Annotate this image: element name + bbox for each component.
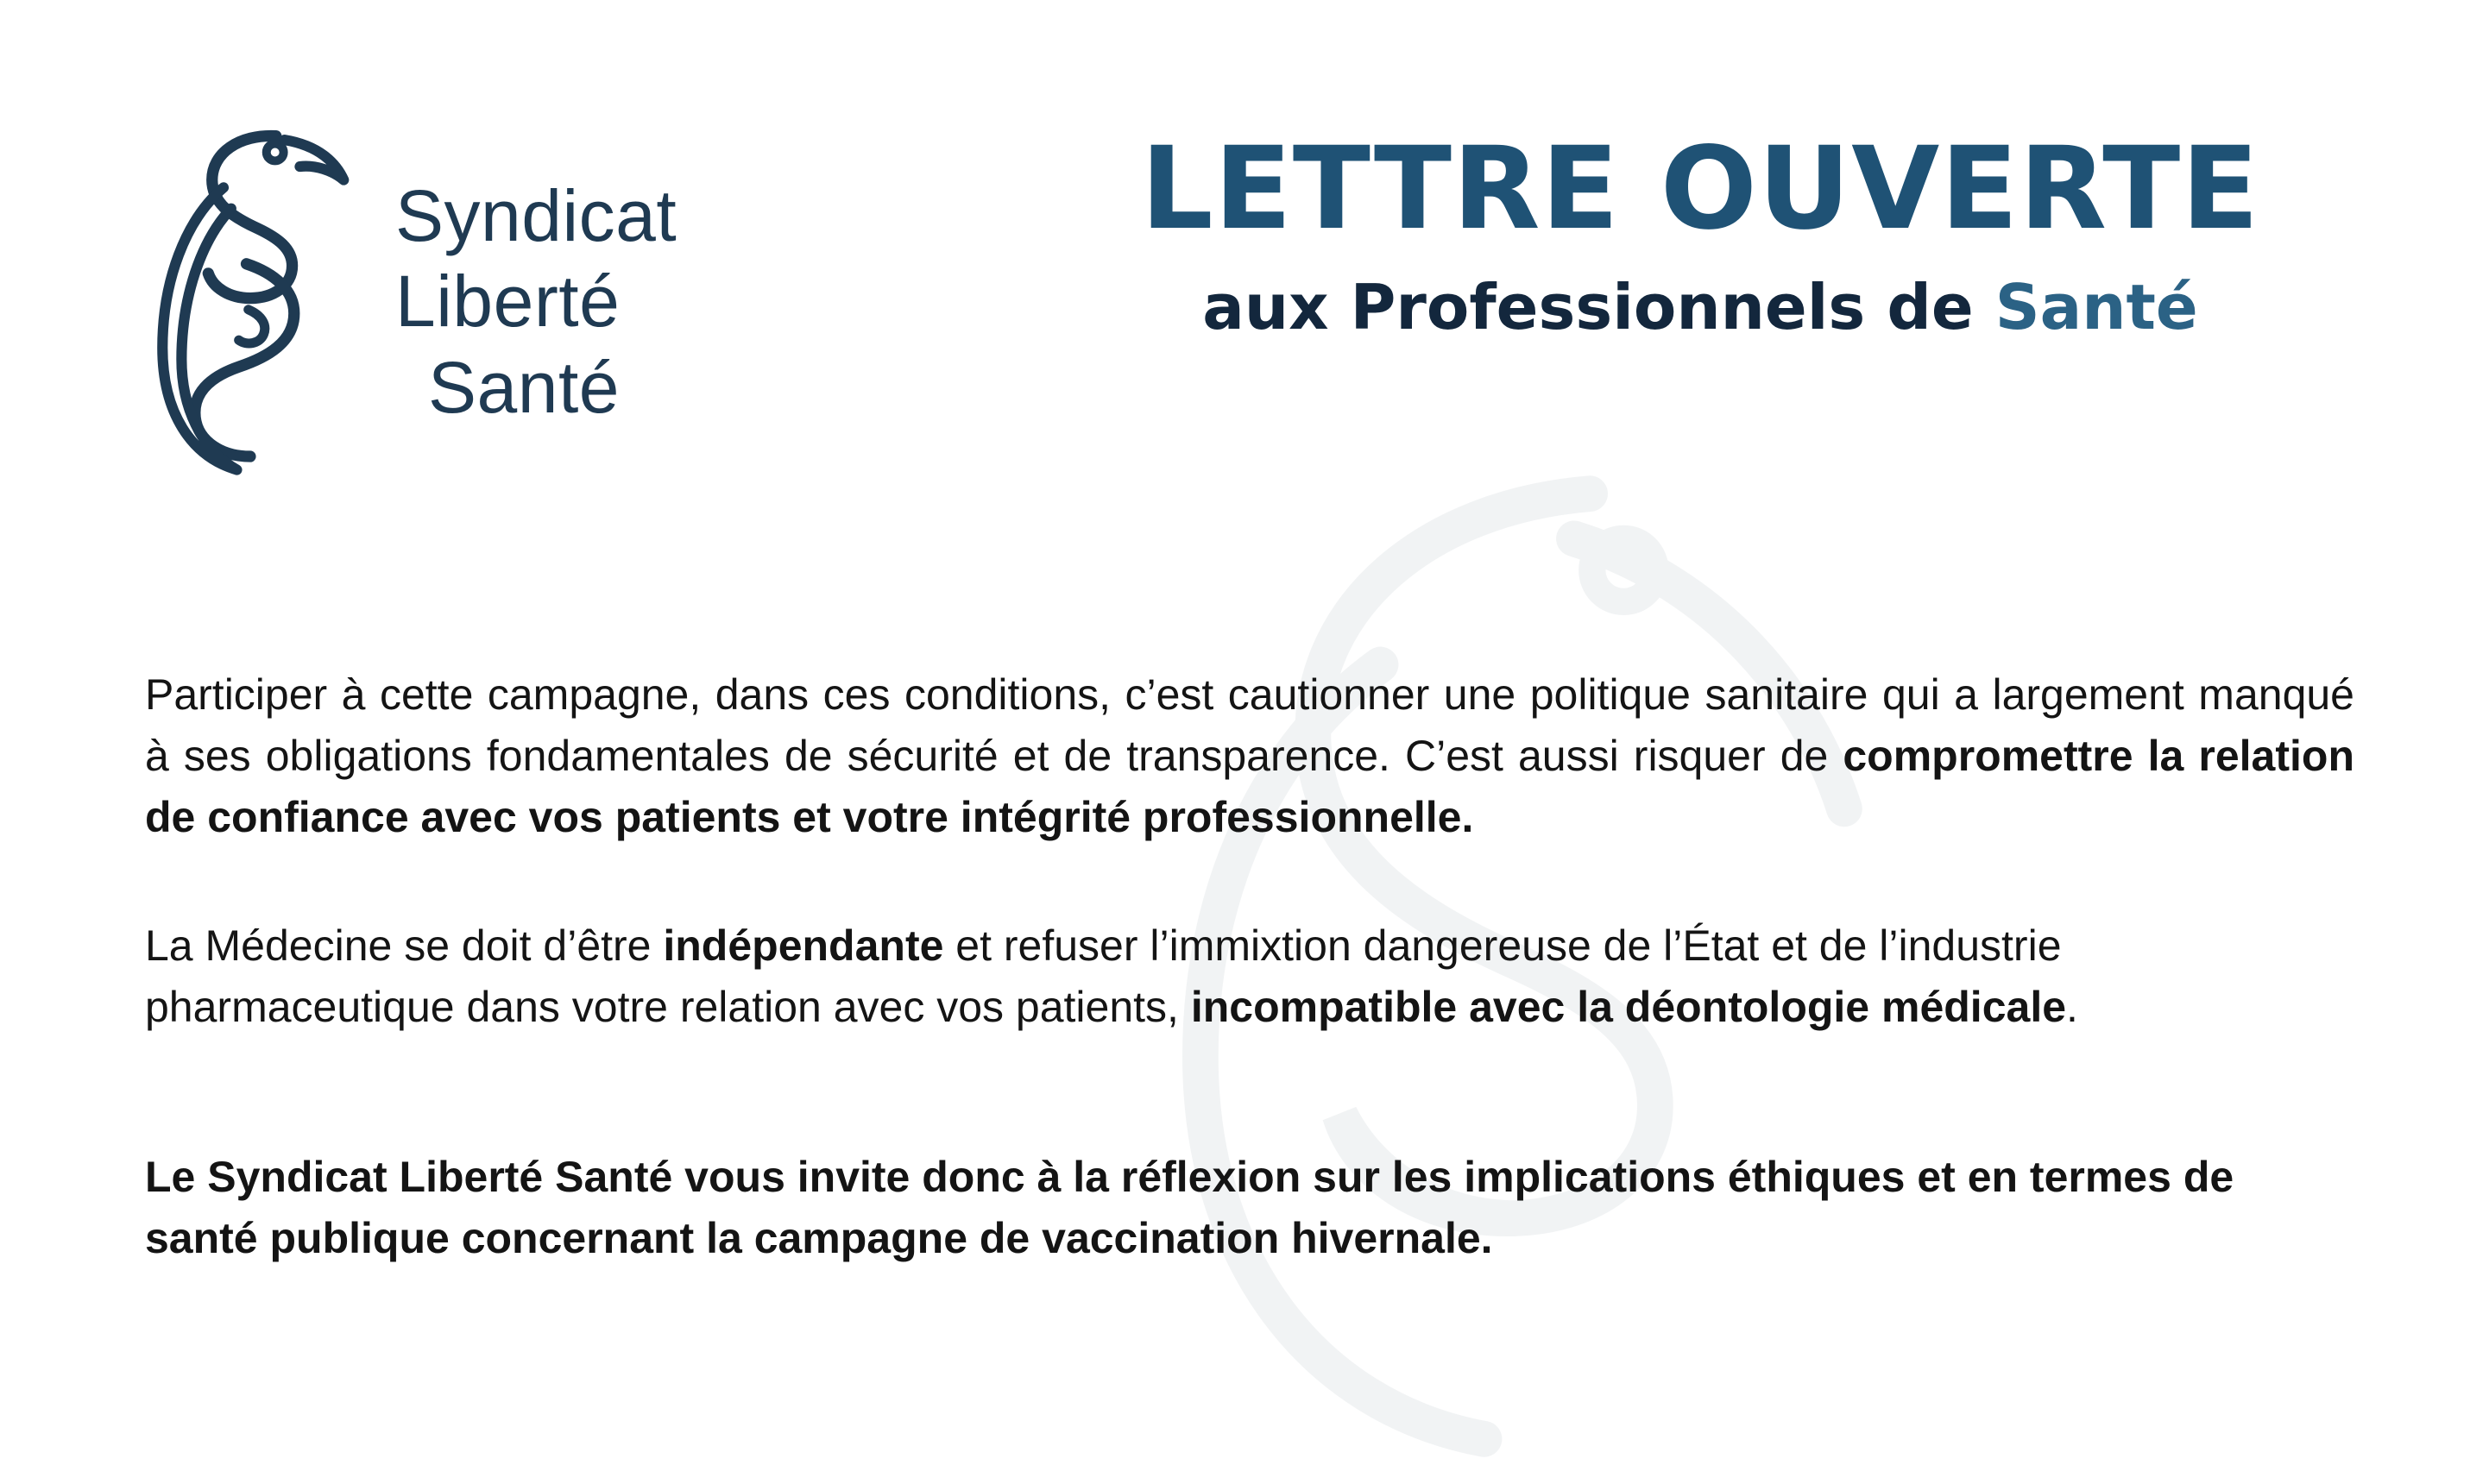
dove-bird-logo-icon	[129, 121, 354, 483]
logo-word-line-2: Liberté	[395, 261, 621, 343]
paragraph-2-text-b: et refuser l’immixtion dangereuse de l’État et de l’industrie pharmaceutique dans votre relation avec vos patients,	[145, 921, 2062, 1031]
page-title: LETTRE OUVERTE	[1140, 123, 2260, 255]
paragraph-1	[145, 664, 2354, 848]
paragraph-2-bold-deontologie: incompatible avec la déontologie médicale	[1190, 983, 2067, 1031]
paragraph-2	[145, 915, 2354, 1038]
paragraph-2-bold-independante: indépendante	[663, 921, 944, 970]
logo-word-line-1: Syndicat	[395, 175, 677, 257]
document-header	[0, 104, 2489, 509]
letter-body	[145, 664, 2354, 1269]
paragraph-2-text-a: La Médecine se doit d’être	[145, 921, 664, 970]
paragraph-1-text: Participer à cette campagne, dans ces conditions, c’est cautionner une politique sanitaire qui a largement manqué à ses obligations fondamentales de sécurité et de transparence. C’est aussi risquer de	[145, 670, 2354, 780]
title-block	[992, 123, 2408, 343]
paragraph-3: Le Syndicat Liberté Santé vous invite donc à la réflexion sur les implications éthiques et en termes de santé publique concernant la campagne de vaccination hivernale.	[145, 1153, 2234, 1262]
page-subtitle-prefix: aux Professionnels de	[1202, 270, 1995, 343]
page-subtitle-accent: Santé	[1994, 270, 2198, 343]
logo-word-line-3: Santé	[428, 346, 621, 428]
logo-wordmark	[369, 173, 677, 430]
paragraph-1-bold: compromettre la relation de confiance avec vos patients et votre intégrité professionnelle.	[145, 732, 2354, 841]
page-subtitle	[992, 270, 2408, 343]
paragraph-2-text-c: .	[2066, 983, 2078, 1031]
organization-logo	[129, 121, 854, 483]
